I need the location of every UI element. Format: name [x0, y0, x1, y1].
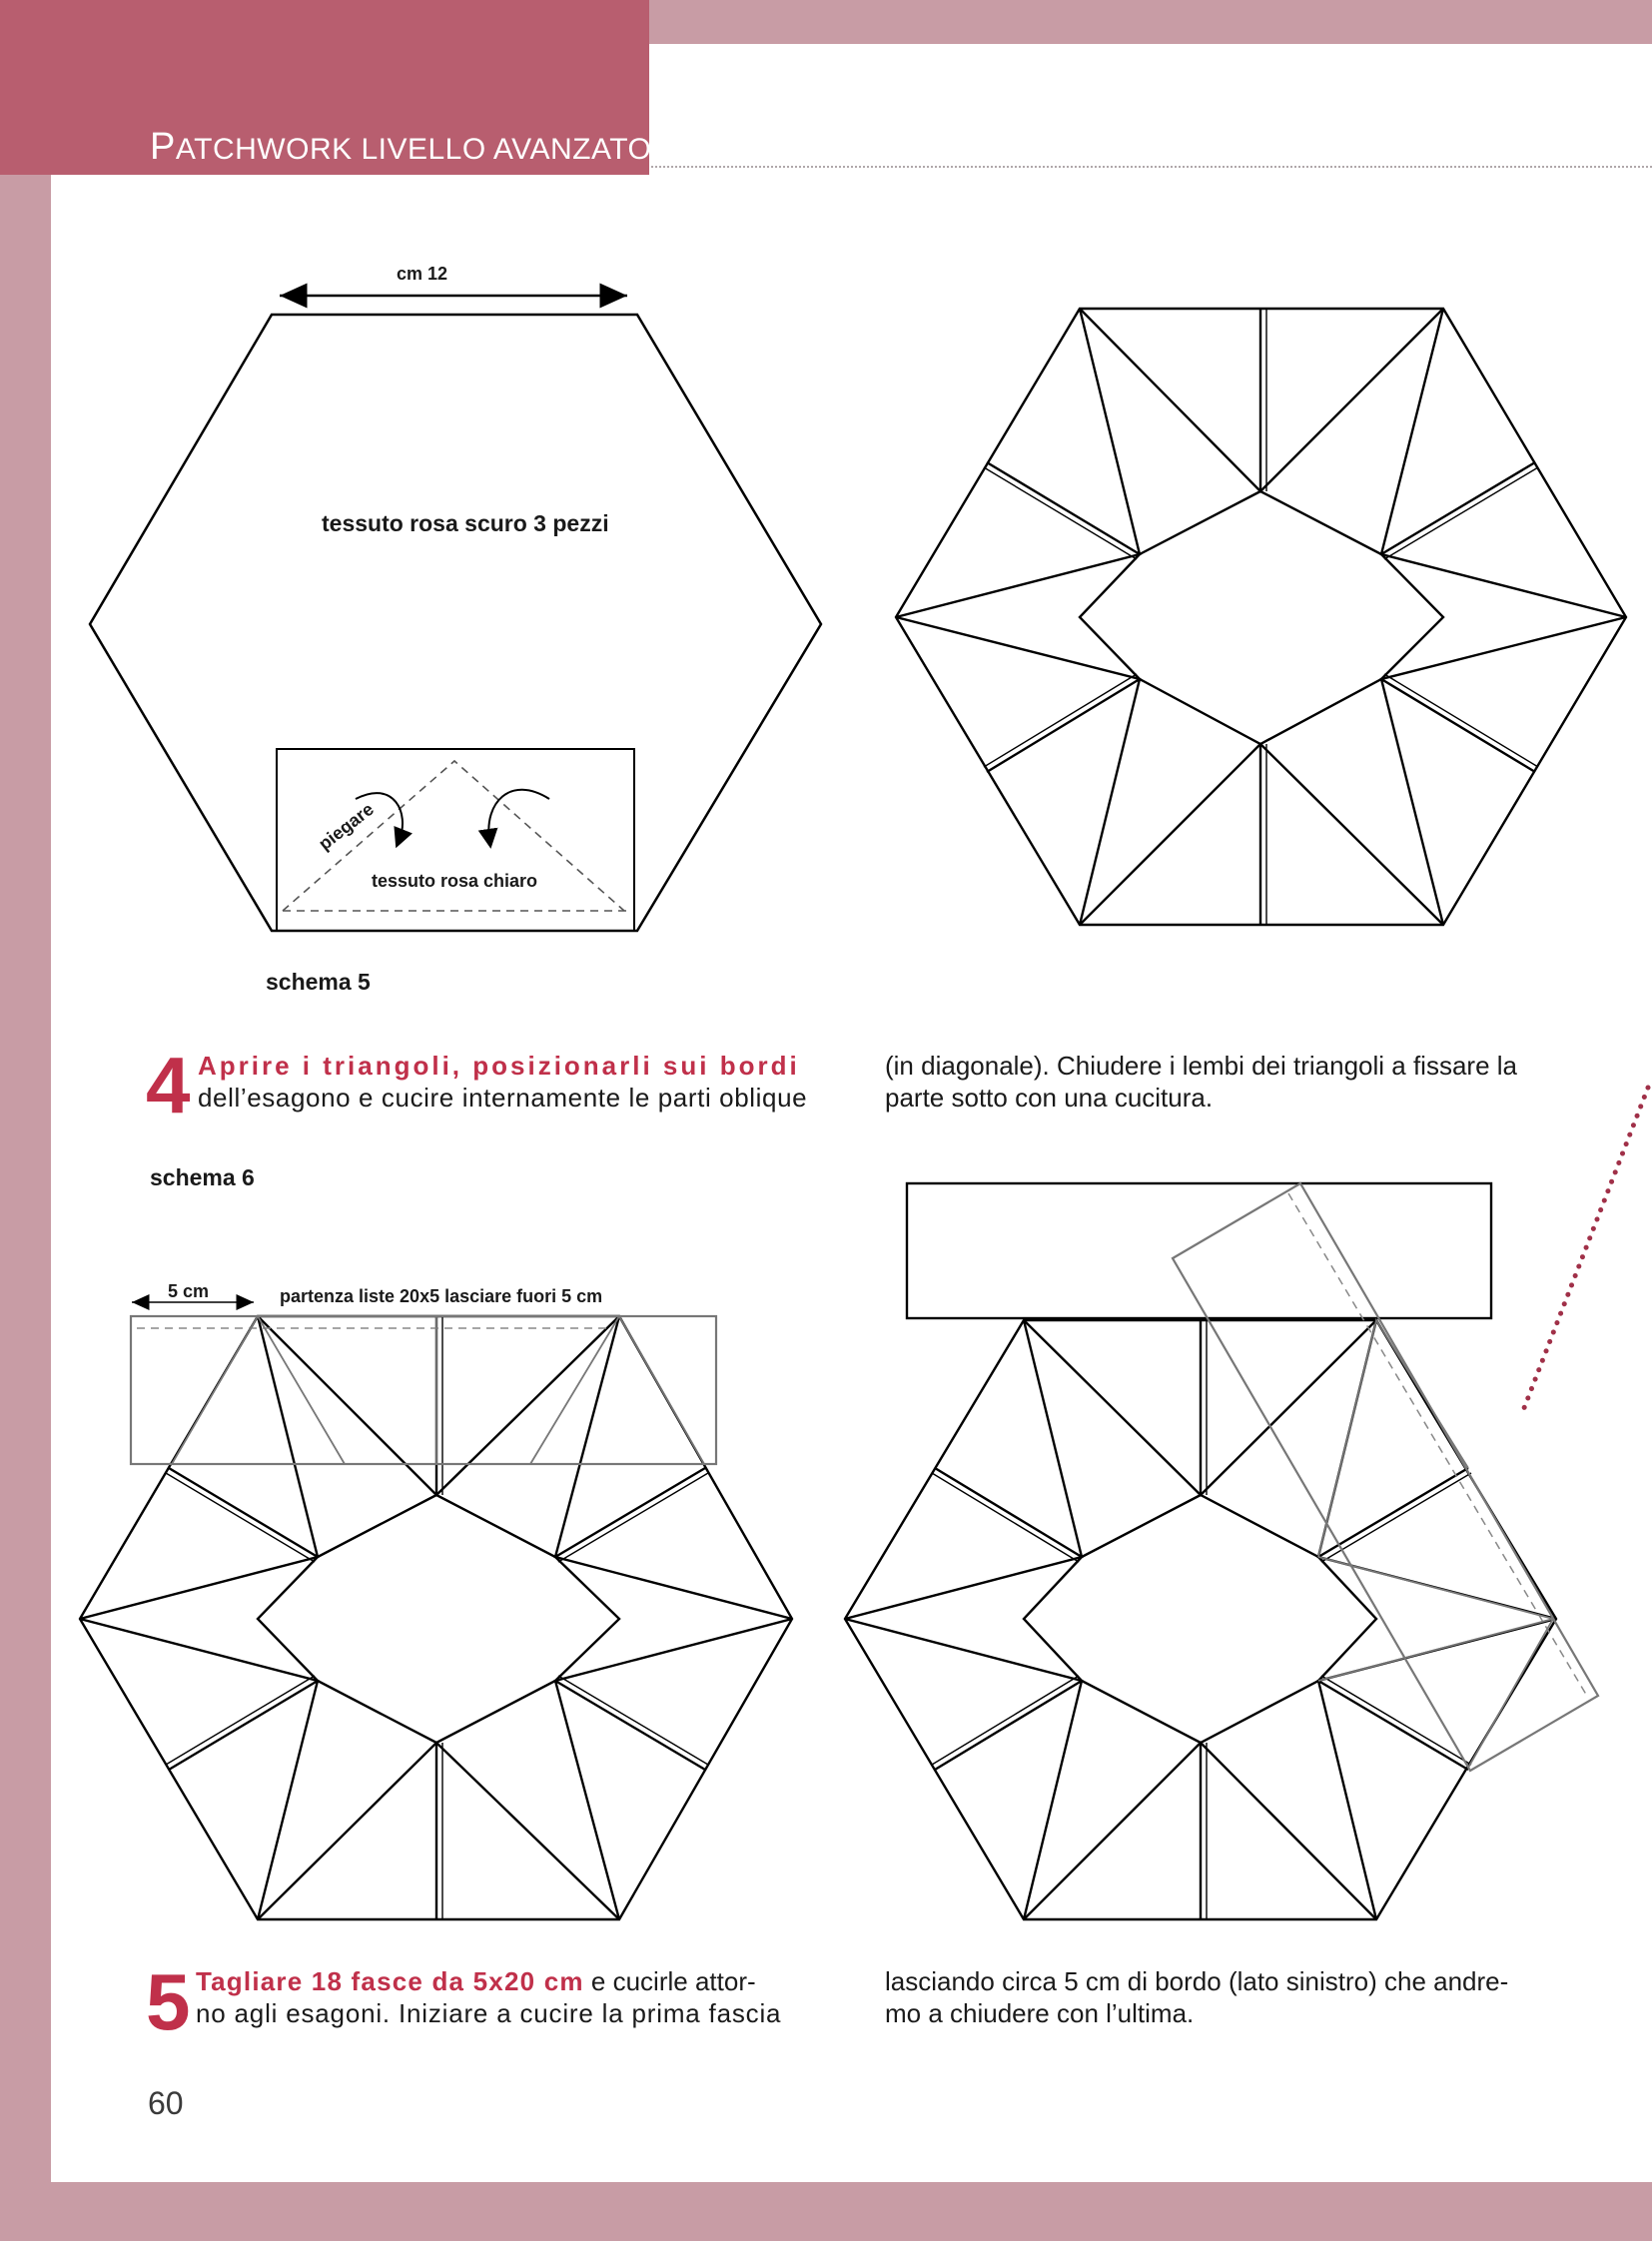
step-5-col2-line2: mo a chiudere con l’ultima. [885, 1998, 1195, 2028]
step-4-line2: dell’esagono e cucire internamente le parti oblique [198, 1083, 808, 1113]
dark-fabric-hexagon [90, 315, 821, 931]
step-4-number: 4 [146, 1041, 191, 1129]
step-4-text-col2 [885, 1050, 1584, 1114]
fold-right-arrow-icon [488, 790, 549, 839]
star-hexagon-assembled [896, 309, 1626, 925]
step-5-number: 5 [146, 1957, 191, 2046]
schema-6-left-diagram [80, 1316, 792, 1919]
step-5-text-col2 [885, 1965, 1584, 2029]
dimension-label: cm 12 [397, 264, 448, 284]
step-5-col2-line1: lasciando circa 5 cm di bordo (lato sinistro) che andre- [885, 1966, 1509, 1996]
schema-6-label: schema 6 [150, 1164, 255, 1190]
offset-label: 5 cm [168, 1281, 210, 1301]
strip-label: partenza liste 20x5 lasciare fuori 5 cm [280, 1286, 603, 1306]
decorative-dotted-accent [1518, 1084, 1652, 1423]
step-5-text-col1 [196, 1965, 845, 2029]
step-4-col2-line1: (in diagonale). Chiudere i lembi dei triangoli a fissare la [885, 1051, 1518, 1081]
page-number: 60 [148, 2085, 184, 2121]
schema-6-right-diagram [845, 1183, 1598, 1919]
step-5-heading: Tagliare 18 fasce da 5x20 cm [196, 1966, 584, 1996]
step-5-line2: no agli esagoni. Iniziare a cucire la prima fascia [196, 1998, 782, 2028]
schema-5-label: schema 5 [266, 969, 371, 995]
section-title-initial: P [150, 126, 176, 168]
step-4-text-col1 [198, 1050, 837, 1114]
section-title-rest: ATCHWORK LIVELLO AVANZATO [175, 133, 652, 166]
light-fabric-label: tessuto rosa chiaro [372, 871, 538, 891]
step-5-line1 [196, 1965, 845, 1997]
step-5-line1-rest: e cucirle attor- [583, 1966, 756, 1996]
dark-fabric-label: tessuto rosa scuro 3 pezzi [322, 510, 609, 536]
step-4-col2-line2: parte sotto con una cucitura. [885, 1083, 1214, 1113]
fold-label: piegare [315, 798, 378, 855]
step-4-heading: Aprire i triangoli, posizionarli sui bordi [198, 1051, 800, 1081]
